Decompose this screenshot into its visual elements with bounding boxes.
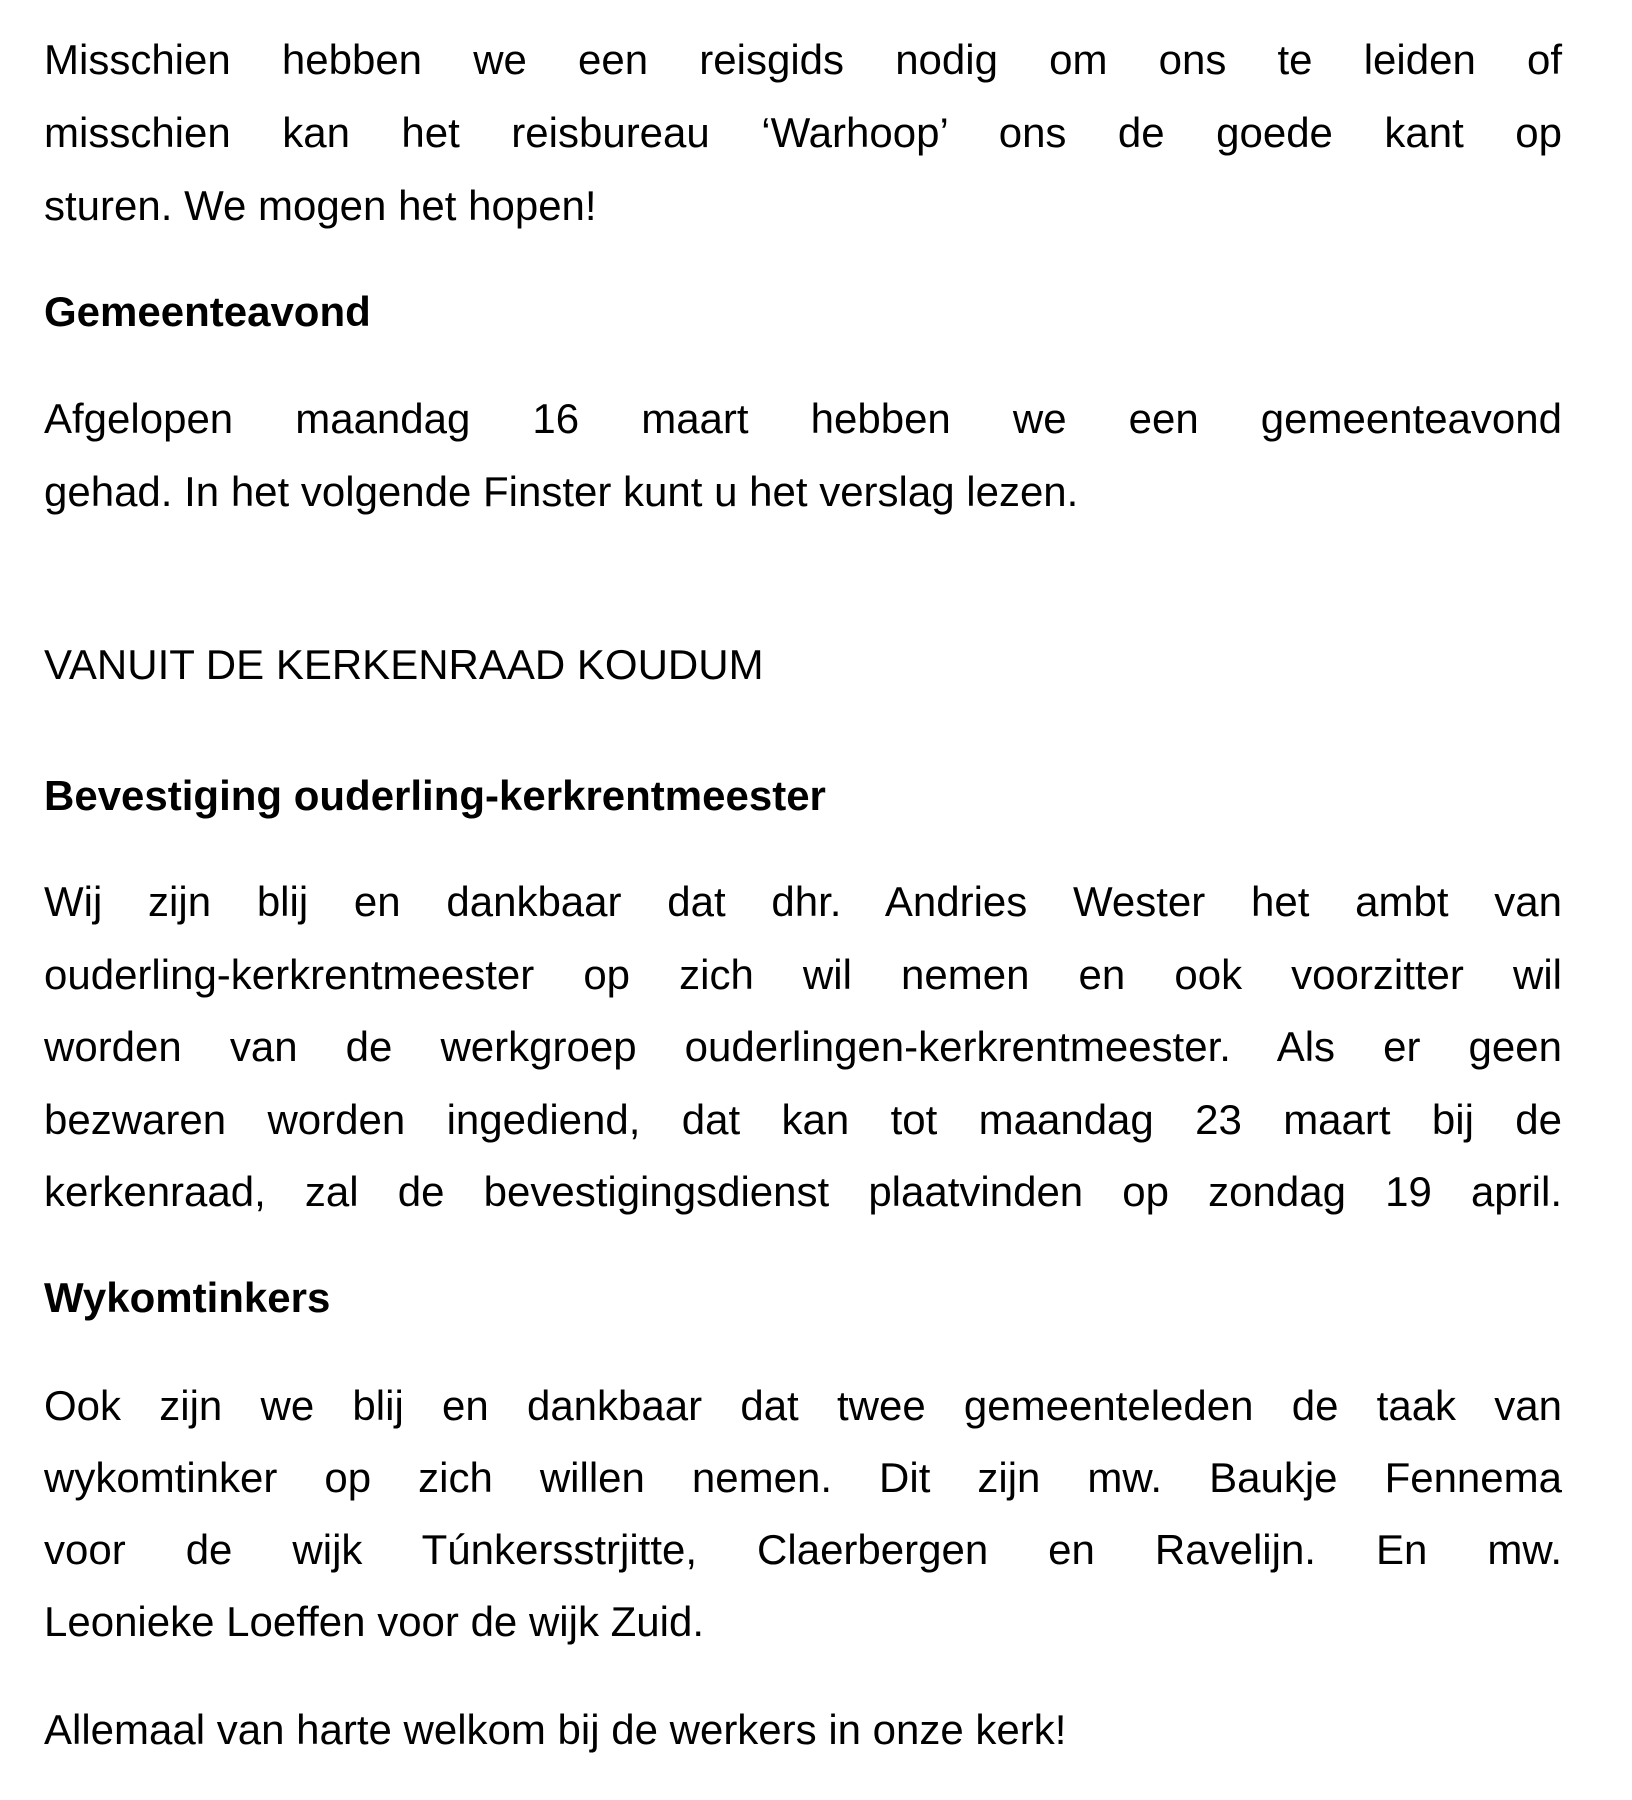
text-line: Misschien hebben we een reisgids nodig om ons te leiden of [44,36,1562,83]
text-line: kerkenraad, zal de bevestigingsdienst plaatvinden op zondag 19 april. [44,1168,1562,1215]
heading-wykomtinkers: Wykomtinkers [44,1274,331,1321]
text-line: Ook zijn we blij en dankbaar dat twee gemeenteleden de taak van [44,1382,1562,1429]
text-line: sturen. We mogen het hopen! [44,182,597,229]
text-line: voor de wijk Túnkersstrjitte, Claerbergen en Ravelijn. En mw. [44,1526,1562,1573]
text-line: Wij zijn blij en dankbaar dat dhr. Andries Wester het ambt van [44,878,1562,925]
text-line: misschien kan het reisbureau ‘Warhoop’ ons de goede kant op [44,109,1562,156]
text-line: gehad. In het volgende Finster kunt u het verslag lezen. [44,468,1079,515]
text-line: Afgelopen maandag 16 maart hebben we een gemeenteavond [44,395,1562,442]
closing-line: Allemaal van harte welkom bij de werkers in onze kerk! [44,1706,1067,1753]
text-line: Leonieke Loeffen voor de wijk Zuid. [44,1598,704,1645]
heading-gemeenteavond: Gemeenteavond [44,288,371,335]
text-line: ouderling-kerkrentmeester op zich wil nemen en ook voorzitter wil [44,951,1562,998]
text-line: wykomtinker op zich willen nemen. Dit zijn mw. Baukje Fennema [44,1454,1562,1501]
text-line: worden van de werkgroep ouderlingen-kerkrentmeester. Als er geen [44,1023,1562,1070]
text-line: bezwaren worden ingediend, dat kan tot maandag 23 maart bij de [44,1096,1562,1143]
section-title: VANUIT DE KERKENRAAD KOUDUM [44,641,764,688]
heading-bevestiging: Bevestiging ouderling-kerkrentmeester [44,772,826,819]
